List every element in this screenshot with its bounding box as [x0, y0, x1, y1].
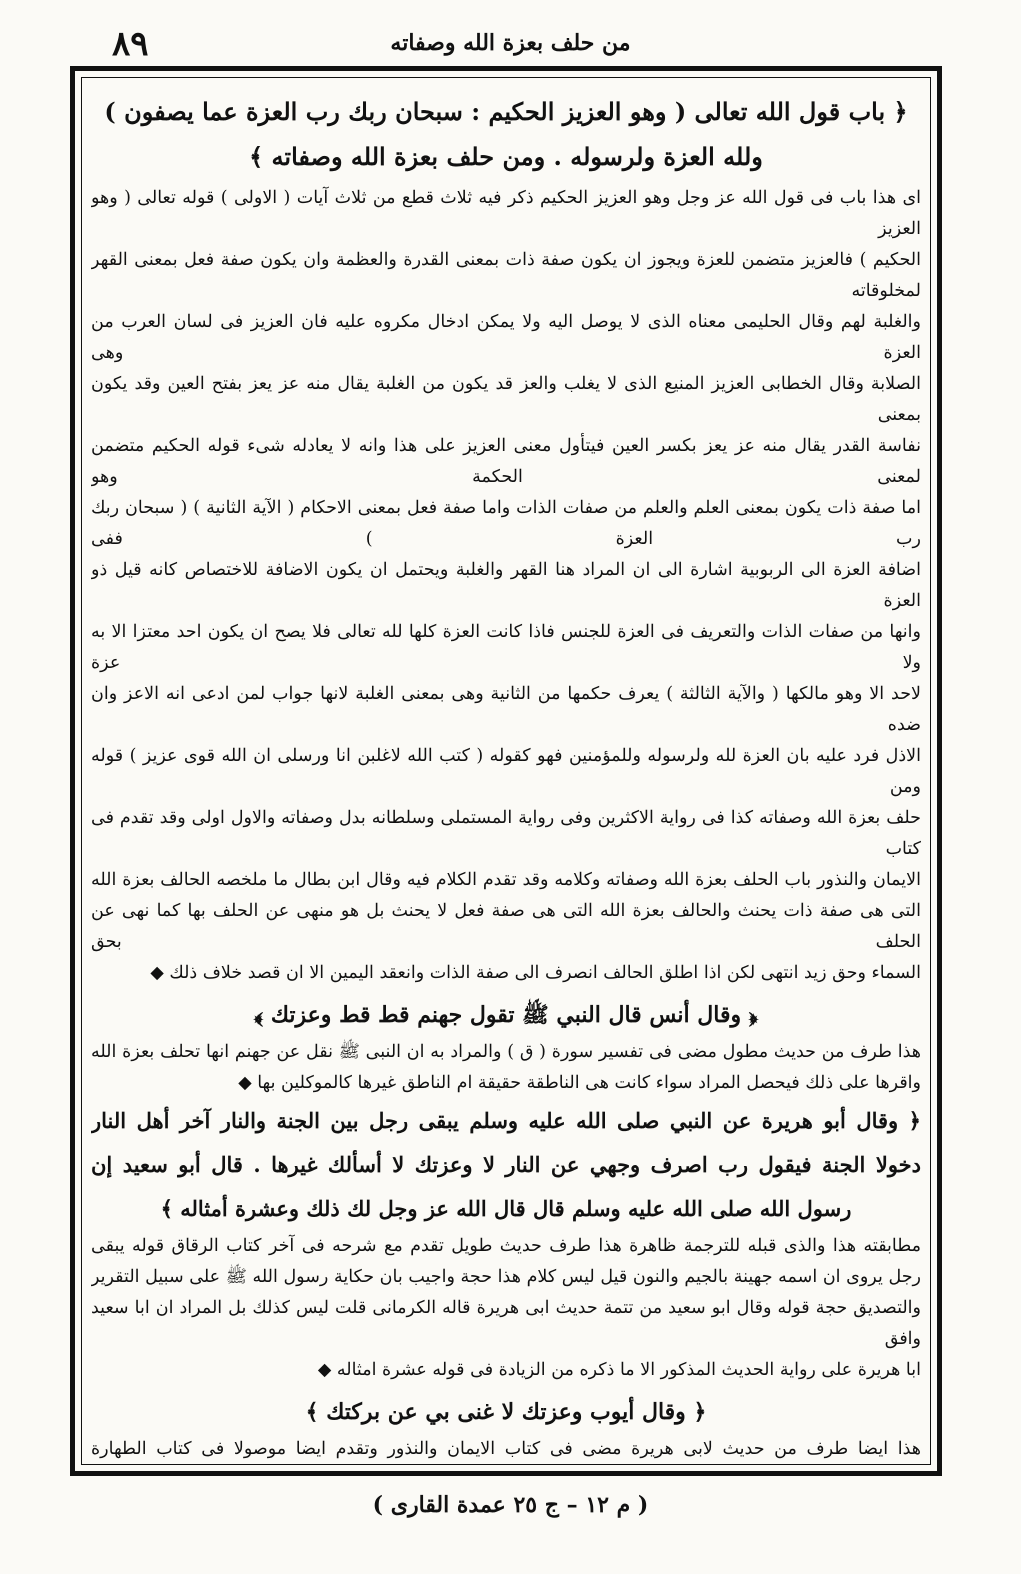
- commentary-line: هذا طرف من حديث مطول مضى فى تفسير سورة ( ق ) والمراد به ان النبى ﷺ نقل عن جهنم انها تحلف بعزة الله: [91, 1042, 921, 1062]
- chapter-heading-line: ولله العزة ولرسوله . ومن حلف بعزة الله وصفاته ﴾: [249, 142, 763, 171]
- commentary-block: [91, 1231, 921, 1386]
- commentary-block: [91, 183, 921, 989]
- commentary-line: اما صفة ذات يكون بمعنى العلم والعلم من صفات الذات واما صفة فعل بمعنى الاحكام ( الآية الثانية ) ( سبحان ربك رب العزة ) ففى: [91, 498, 921, 549]
- commentary-line: ابا هريرة على رواية الحديث المذكور الا ما ذكره من الزيادة فى قوله عشرة امثاله ◆: [317, 1360, 921, 1380]
- commentary-line: هذا ايضا طرف من حديث لابى هريرة مضى فى كتاب الايمان والنذور وتقدم ايضا موصولا فى كتاب الطهارة: [91, 1439, 921, 1459]
- abu-hurayra-hadith: [91, 1099, 921, 1231]
- running-head: [0, 22, 1021, 62]
- hadith-line: ﴿ وقال أبو هريرة عن النبي صلى الله عليه وسلم يبقى رجل بين الجنة والنار آخر أهل النار: [91, 1108, 921, 1133]
- commentary-line: التى هى صفة ذات يحنث والحالف بعزة الله التى هى صفة فعل لا يحنث بل هو منهى عن الحلف بها كما نهى عن الحلف بحق: [91, 901, 921, 952]
- commentary-line: واقرها على ذلك فيحصل المراد سواء كانت هى الناطقة حقيقة ام الناطق غيرها كالموكلين بها ◆: [238, 1073, 921, 1093]
- chapter-heading: [91, 89, 921, 179]
- printer-signature: ( م ١٢ – ج ٢٥ عمدة القارى ): [372, 1492, 649, 1518]
- commentary-block: [91, 1434, 921, 1459]
- main-text: [91, 89, 921, 1459]
- commentary-line: اضافة العزة الى الربوبية اشارة الى ان المراد هنا القهر والغلبة ويحتمل ان يكون الاضافة للاختصاص كانه قيل ذو العزة: [91, 560, 921, 611]
- commentary-line: الايمان والنذور باب الحلف بعزة الله وصفاته وكلامه وقد تقدم الكلام فيه وقال ابن بطال ما ملخصه الحالف بعزة الله: [91, 870, 921, 890]
- header-title: من حلف بعزة الله وصفاته: [390, 30, 631, 56]
- page-number: ٨٩: [112, 24, 149, 64]
- page-frame: [70, 66, 942, 1476]
- commentary-line: الحكيم ) فالعزيز متضمن للعزة ويجوز ان يكون صفة ذات بمعنى القدرة والعظمة وان يكون صفة فعل بمعنى القهر لمخلوقاته: [91, 250, 921, 301]
- hadith-line: رسول الله صلى الله عليه وسلم قال قال الله عز وجل لك ذلك وعشرة أمثاله ﴾: [160, 1196, 852, 1221]
- commentary-line: والتصديق حجة قوله وقال ابو سعيد من تتمة حديث ابى هريرة قاله الكرمانى قلت ليس كذلك بل المراد ان ابا سعيد وافق: [91, 1298, 921, 1349]
- chapter-heading-line: ﴿ باب قول الله تعالى ( وهو العزيز الحكيم : سبحان ربك رب العزة عما يصفون ): [104, 97, 908, 126]
- commentary-line: لاحد الا وهو مالكها ( والآية الثالثة ) يعرف حكمها من الثانية وهى بمعنى الغلبة لانها جواب لمن ادعى انه الاعز وان ضده: [91, 684, 921, 735]
- commentary-line: نفاسة القدر يقال منه عز يعز بكسر العين فيتأول معنى العزيز على هذا وانه لا يعادله شىء قوله الحكيم متضمن لمعنى الحكمة وهو: [91, 436, 921, 487]
- commentary-line: الاذل فرد عليه بان العزة لله ولرسوله وللمؤمنين فهو كقوله ( كتب الله لاغلبن انا ورسلى ان الله قوى عزيز ) قوله ومن: [91, 746, 921, 797]
- ayyub-hadith-heading: ﴿ وقال أيوب وعزتك لا غنى بي عن بركتك ﴾: [305, 1399, 707, 1425]
- anas-hadith-heading: ﴿ وقال أنس قال النبي ﷺ تقول جهنم قط قط وعزتك ﴾: [254, 1002, 758, 1028]
- commentary-line: حلف بعزة الله وصفاته كذا فى رواية الاكثرين وفى رواية المستملى وسلطانه بدل وصفاته والاول اولى وقد تقدم فى كتاب: [91, 808, 921, 859]
- commentary-line: وانها من صفات الذات والتعريف فى العزة للجنس فاذا كانت العزة كلها لله تعالى فلا يصح ان يكون احد معتزا الا به ولا عزة: [91, 622, 921, 673]
- hadith-line: دخولا الجنة فيقول رب اصرف وجهي عن النار لا وعزتك لا أسألك غيرها . قال أبو سعيد إن: [91, 1152, 921, 1177]
- commentary-line: والغلبة لهم وقال الحليمى معناه الذى لا يوصل اليه ولا يمكن ادخال مكروه عليه فان العزيز فى لسان العرب من العزة وهى: [91, 312, 921, 363]
- commentary-block: [91, 1037, 921, 1099]
- commentary-line: رجل يروى ان اسمه جهينة بالجيم والنون قيل ليس كلام هذا حجة واجيب بان حكاية رسول الله ﷺ على سبيل التقرير: [91, 1267, 921, 1287]
- commentary-line: اى هذا باب فى قول الله عز وجل وهو العزيز الحكيم ذكر فيه ثلاث قطع من ثلاث آيات ( الاولى ) قوله تعالى ( وهو العزيز: [91, 188, 921, 239]
- commentary-line: السماء وحق زيد انتهى لكن اذا اطلق الحالف انصرف الى صفة الذات وانعقد اليمين الا ان قصد خلاف ذلك ◆: [150, 963, 921, 983]
- commentary-line: مطابقته هذا والذى قبله للترجمة ظاهرة هذا طرف حديث طويل تقدم مع شرحه فى آخر كتاب الرقاق قوله يبقى: [91, 1236, 921, 1256]
- commentary-line: الصلابة وقال الخطابى العزيز المنيع الذى لا يغلب والعز قد يكون من الغلبة يقال منه عز يعز بفتح العين وقد يكون بمعنى: [91, 374, 921, 425]
